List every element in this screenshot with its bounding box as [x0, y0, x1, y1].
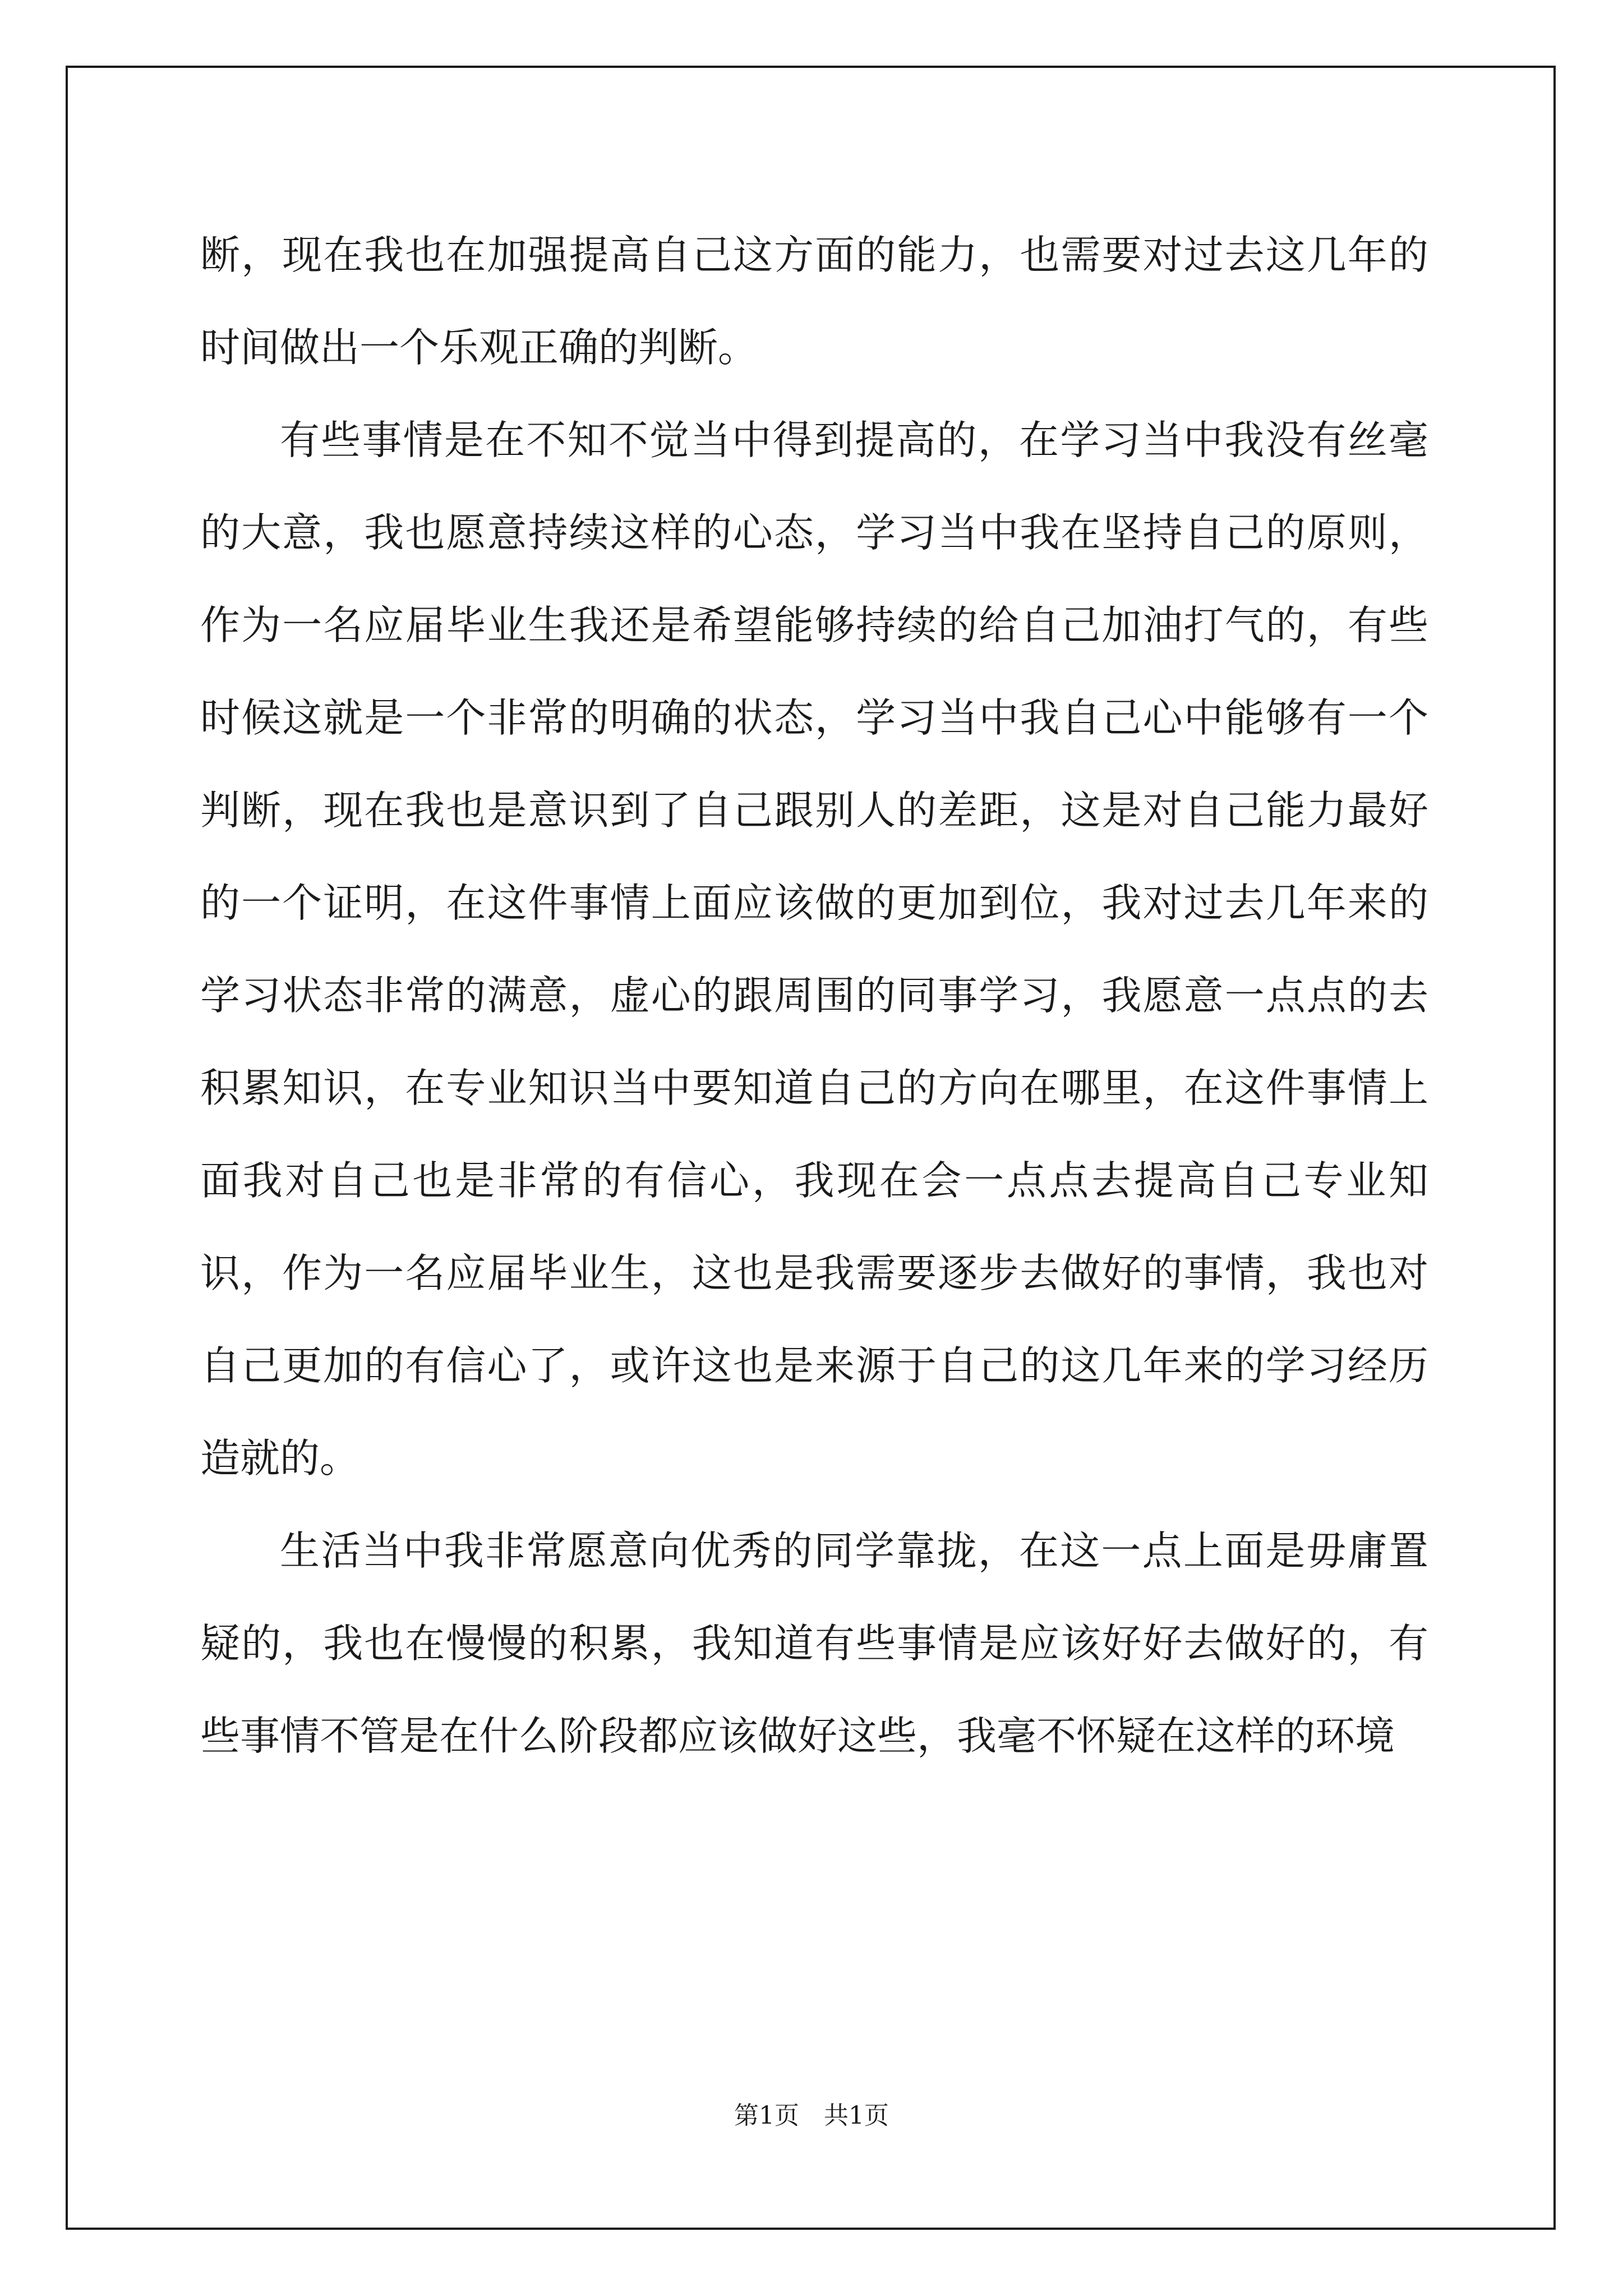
paragraph-1: 断，现在我也在加强提高自己这方面的能力，也需要对过去这几年的时间做出一个乐观正确的判断。	[200, 232, 1428, 371]
page-footer	[0, 2099, 1623, 2133]
page-number-total: 共1页	[824, 2101, 889, 2130]
page-number-current: 第1页	[734, 2101, 799, 2130]
document-body	[200, 209, 1428, 1782]
paragraph-2: 有些事情是在不知不觉当中得到提高的，在学习当中我没有丝毫的大意，我也愿意持续这样的心态，学习当中我在坚持自己的原则，作为一名应届毕业生我还是希望能够持续的给自己加油打气的，有些时候这就是一个非常的明确的状态，学习当中我自己心中能够有一个判断，现在我也是意识到了自己跟别人的差距，这是对自己能力最好的一个证明，在这件事情上面应该做的更加到位，我对过去几年来的学习状态非常的满意，虚心的跟周围的同事学习，我愿意一点点的去积累知识，在专业知识当中要知道自己的方向在哪里，在这件事情上面我对自己也是非常的有信心，我现在会一点点去提高自己专业知识，作为一名应届毕业生，这也是我需要逐步去做好的事情，我也对自己更加的有信心了，或许这也是来源于自己的这几年来的学习经历造就的。	[200, 417, 1428, 1481]
paragraph-3: 生活当中我非常愿意向优秀的同学靠拢，在这一点上面是毋庸置疑的，我也在慢慢的积累，我知道有些事情是应该好好去做好的，有些事情不管是在什么阶段都应该做好这些，我毫不怀疑在这样的环境	[200, 1527, 1428, 1759]
